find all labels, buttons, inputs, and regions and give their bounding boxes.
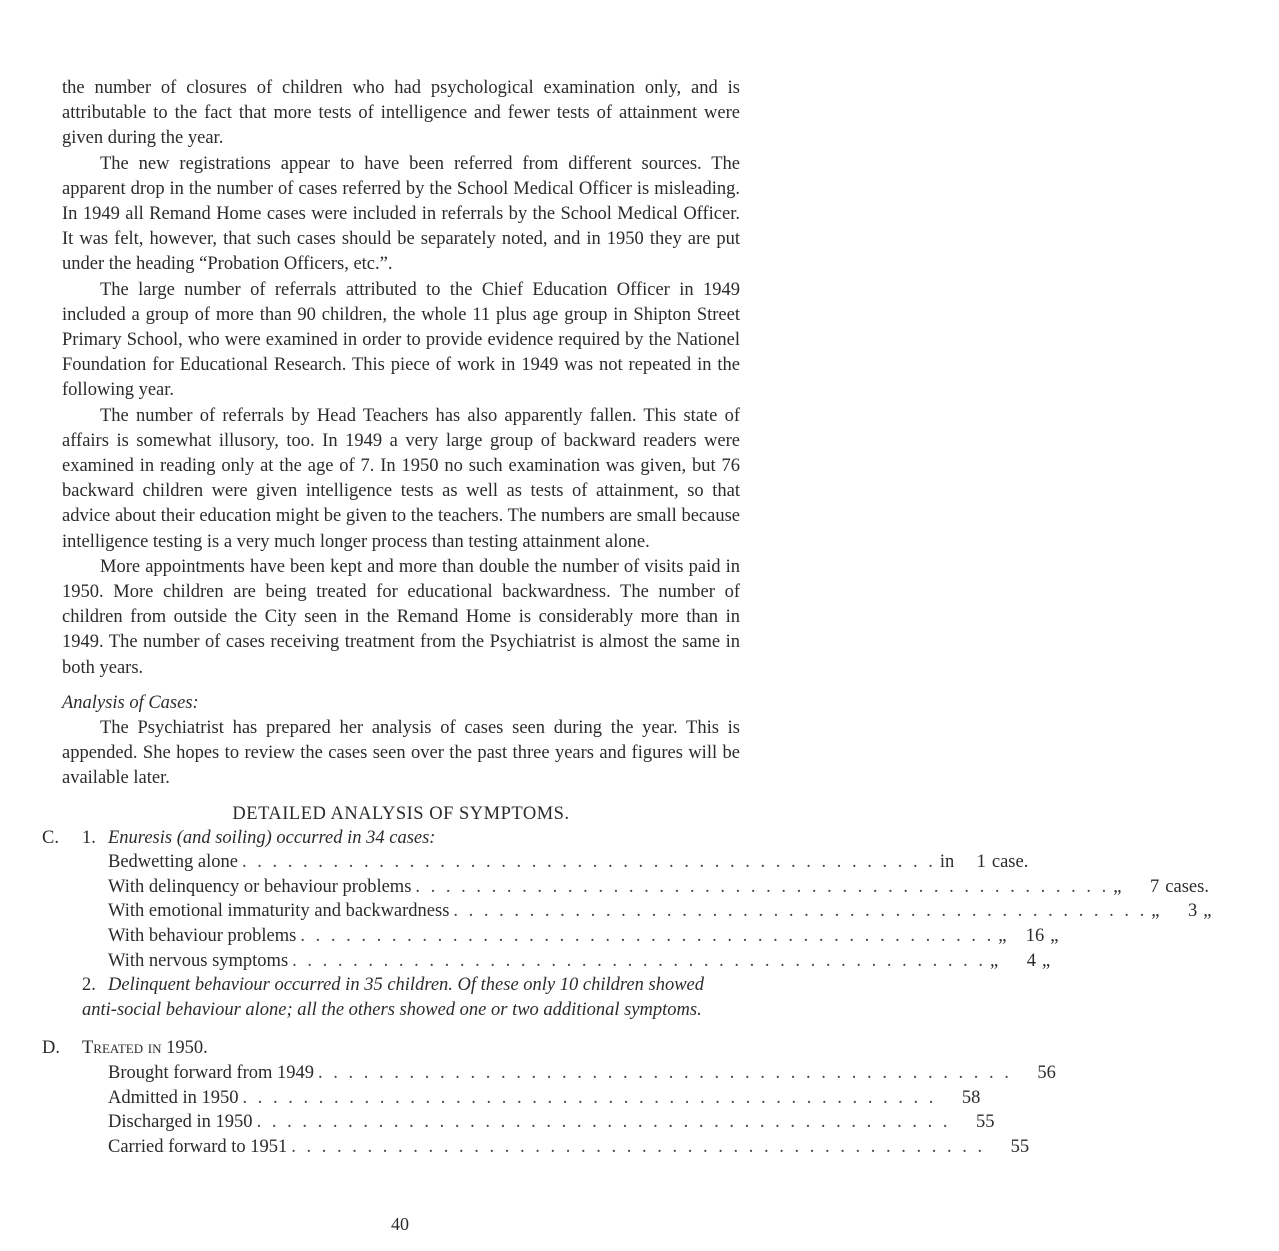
row-count: 4 <box>1026 950 1037 971</box>
paragraph-continued: the number of closures of children who had psychological examination only, and is attributable to the fact that more tests of intelligence and fewer tests of attainment were given during the year. <box>62 78 740 149</box>
treated-row <box>62 1061 1056 1086</box>
enuresis-row <box>62 875 1209 900</box>
row-value: 56 <box>1037 1063 1056 1084</box>
row-prefix: „ <box>990 950 999 971</box>
row-unit: „ <box>1203 901 1212 922</box>
row-value <box>998 924 1126 949</box>
paragraph-head-teachers: The number of referrals by Head Teachers has also apparently fallen. This state of affairs is somewhat illusory, too. In 1949 a very large group of backward readers were examined in reading only at the age of 7. In 1950 no such examination was given, but 76 backward children were given intelligence tests as well as tests of attainment, so that advice about their education might be given to the teachers. The numbers are small because intelligence testing is a very much longer process than testing attainment alone. <box>62 405 740 552</box>
row-label: Admitted in 1950 <box>108 1087 239 1108</box>
row-count: 7 <box>1150 876 1160 897</box>
row-count: 1 <box>976 852 986 873</box>
row-label: Bedwetting alone <box>108 852 238 873</box>
row-value <box>1113 875 1241 900</box>
leader-dots: . . . . . . . . . . . . . . . . . . . . . . . . . . . . . . . . . . . . . . . . . . . . . . <box>256 1112 951 1133</box>
treated-row <box>62 1086 981 1111</box>
row-value <box>990 949 1118 974</box>
row-label: Carried forward to 1951 <box>108 1136 288 1157</box>
enuresis-row <box>62 924 1059 949</box>
row-unit: cases. <box>1165 876 1209 897</box>
item-2-row <box>62 973 740 1022</box>
row-value: 55 <box>975 1112 995 1133</box>
treated-row <box>62 1110 995 1135</box>
treated-list <box>62 1061 1056 1159</box>
leader-dots: . . . . . . . . . . . . . . . . . . . . . . . . . . . . . . . . . . . . . . . . . . . . . . <box>300 926 995 947</box>
leader-dots: . . . . . . . . . . . . . . . . . . . . . . . . . . . . . . . . . . . . . . . . . . . . . . <box>291 1136 986 1157</box>
leader-dots: . . . . . . . . . . . . . . . . . . . . . . . . . . . . . . . . . . . . . . . . . . . . . . <box>415 876 1110 897</box>
analysis-paragraph: The Psychiatrist has prepared her analysis of cases seen during the year. This is appended. She hopes to review the cases seen over the past three years and figures will be available later. <box>62 718 740 789</box>
row-unit: „ <box>1042 950 1051 971</box>
section-d-heading: Treated in 1950. <box>82 1038 208 1059</box>
row-label: Brought forward from 1949 <box>108 1063 315 1084</box>
row-label: With delinquency or behaviour problems <box>108 876 412 897</box>
section-c <box>42 826 1212 1023</box>
enuresis-list <box>62 850 1212 973</box>
item-2-text: Delinquent behaviour occurred in 35 children. Of these only 10 children showed anti-social behaviour alone; all the others showed one or two additional symptoms. <box>82 975 704 1020</box>
leader-dots: . . . . . . . . . . . . . . . . . . . . . . . . . . . . . . . . . . . . . . . . . . . . . . <box>318 1063 1012 1084</box>
enuresis-row <box>62 899 1212 924</box>
paragraph-chief-education-officer: The large number of referrals attributed to the Chief Education Officer in 1949 included a group of more than 90 children, the whole 11 plus age group in Shipton Street Primary School, who were examined in order to provide evidence required by the Nationel Foundation for Educational Research. This piece of work in 1949 was not repeated in the following year. <box>62 279 740 401</box>
section-c-letter: C. <box>42 827 59 848</box>
leader-dots: . . . . . . . . . . . . . . . . . . . . . . . . . . . . . . . . . . . . . . . . . . . . . . <box>292 950 987 971</box>
section-title: DETAILED ANALYSIS OF SYMPTOMS. <box>232 803 570 824</box>
item-1-heading-row <box>62 826 740 851</box>
row-value <box>1151 899 1279 924</box>
item-1-heading: Enuresis (and soiling) occurred in 34 cases: <box>108 827 436 848</box>
analysis-heading: Analysis of Cases: <box>62 692 199 713</box>
row-prefix: „ <box>1113 876 1122 897</box>
section-d <box>42 1036 1056 1159</box>
row-unit: case. <box>991 852 1029 873</box>
leader-dots: . . . . . . . . . . . . . . . . . . . . . . . . . . . . . . . . . . . . . . . . . . . . . . <box>242 1087 937 1108</box>
row-count: 3 <box>1188 901 1198 922</box>
paragraph-appointments: More appointments have been kept and more than double the number of visits paid in 1950. More children are being treated for educational backwardness. The number of children from outside the City seen in the Remand Home is considerably more than in 1949. The number of cases receiving treatment from the Psychiatrist is almost the same in both years. <box>62 556 740 678</box>
page-number: 40 <box>391 1214 409 1234</box>
treated-row <box>62 1135 1030 1160</box>
item-2-number: 2. <box>82 975 96 996</box>
enuresis-row <box>62 850 1029 875</box>
section-d-letter: D. <box>42 1038 60 1059</box>
row-label: Discharged in 1950 <box>108 1112 253 1133</box>
row-prefix: in <box>939 852 955 873</box>
row-unit: „ <box>1050 926 1059 947</box>
row-value <box>940 850 1068 875</box>
row-label: With nervous symptoms <box>108 950 289 971</box>
page-content <box>42 76 1212 1159</box>
item-1-number: 1. <box>82 827 96 848</box>
row-count: 16 <box>1025 926 1045 947</box>
enuresis-row <box>62 949 1051 974</box>
leader-dots: . . . . . . . . . . . . . . . . . . . . . . . . . . . . . . . . . . . . . . . . . . . . . . <box>241 852 936 873</box>
paragraph-registrations: The new registrations appear to have been referred from different sources. The apparent drop in the number of cases referred by the School Medical Officer is misleading. In 1949 all Remand Home cases were included in referrals by the School Medical Officer. It was felt, however, that such cases should be separately noted, and in 1950 they are put under the heading “Probation Officers, etc.”. <box>62 153 740 275</box>
row-prefix: „ <box>998 926 1007 947</box>
row-label: With behaviour problems <box>108 926 297 947</box>
row-value: 58 <box>961 1087 981 1108</box>
row-prefix: „ <box>1151 901 1160 922</box>
leader-dots: . . . . . . . . . . . . . . . . . . . . . . . . . . . . . . . . . . . . . . . . . . . . . . <box>453 901 1148 922</box>
row-label: With emotional immaturity and backwardness <box>108 901 450 922</box>
row-value: 55 <box>1010 1136 1030 1157</box>
